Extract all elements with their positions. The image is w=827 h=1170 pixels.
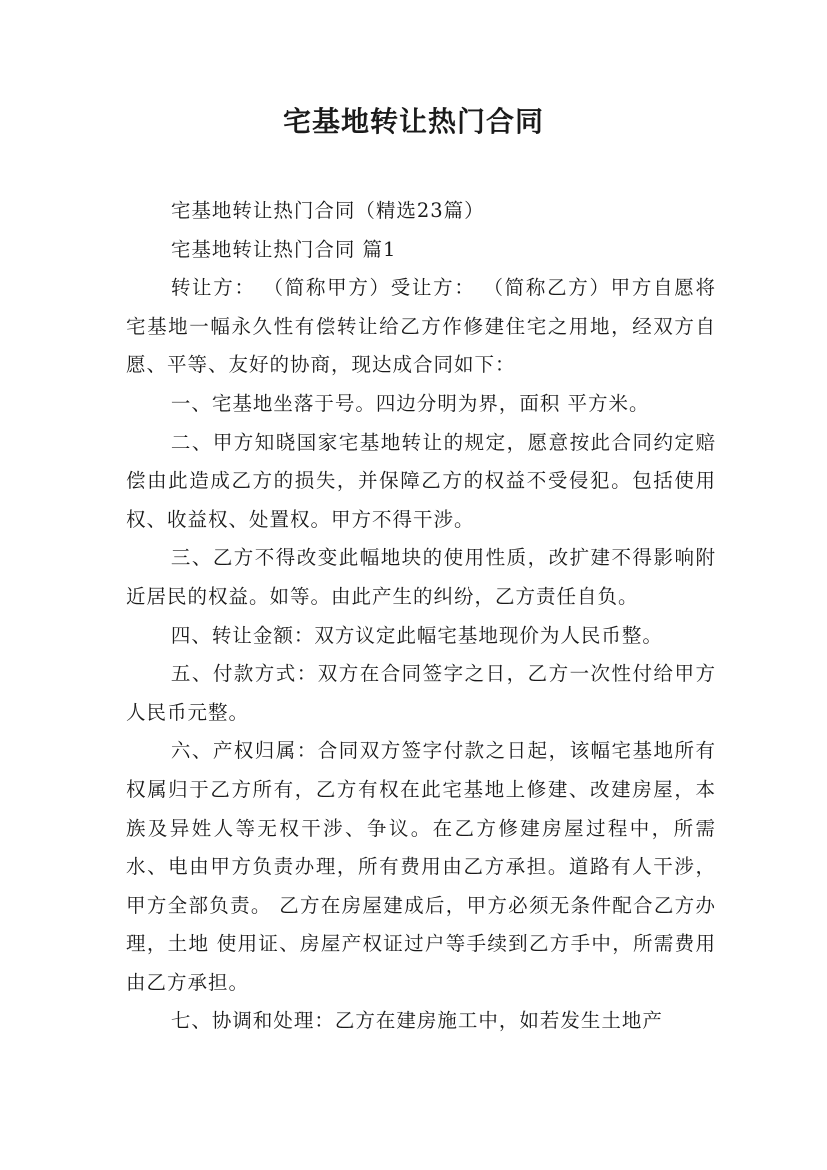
paragraph-subtitle: 宅基地转让热门合同（精选23篇） xyxy=(170,199,485,222)
paragraph-clause-5: 五、付款方式：双方在合同签字之日，乙方一次性付给甲方人民币元整。 xyxy=(126,662,716,724)
document-title: 宅基地转让热门合同 xyxy=(282,105,544,138)
paragraph-clause-3: 三、乙方不得改变此幅地块的使用性质，改扩建不得影响附近居民的权益。如等。由此产生的纠纷，乙方责任自负。 xyxy=(126,546,716,608)
paragraph-clause-2: 二、甲方知晓国家宅基地转让的规定，愿意按此合同约定赔偿由此造成乙方的损失，并保障乙方的权益不受侵犯。包括使用权、收益权、处置权。甲方不得干涉。 xyxy=(126,430,716,531)
paragraph-section-heading: 宅基地转让热门合同 篇1 xyxy=(170,237,397,261)
paragraph-clause-6: 六、产权归属：合同双方签字付款之日起，该幅宅基地所有权属归于乙方所有，乙方有权在此宅基地上修建、改建房屋，本族及异姓人等无权干涉、争议。在乙方修建房屋过程中，所需水、电由甲方负责办理，所有费用由乙方承担。道路有人干涉，甲方全部负责。 乙方在房屋建成后，甲方必须无条件配合乙方办理，土地 使用证、房屋产权证过户等手续到乙方手中，所需费用由乙方承担。 xyxy=(126,739,716,994)
paragraph-clause-4: 四、转让金额：双方议定此幅宅基地现价为人民币整。 xyxy=(170,623,663,647)
paragraph-parties: 转让方： （简称甲方）受让方： （简称乙方）甲方自愿将宅基地一幅永久性有偿转让给乙方作修建住宅之用地，经双方自愿、平等、友好的协商，现达成合同如下： xyxy=(126,276,716,377)
document-body xyxy=(126,192,716,1041)
paragraph-clause-7: 七、协调和处理：乙方在建房施工中，如若发生土地产 xyxy=(170,1009,663,1033)
paragraph-clause-1: 一、宅基地坐落于号。四边分明为界，面积 平方米。 xyxy=(170,391,650,415)
